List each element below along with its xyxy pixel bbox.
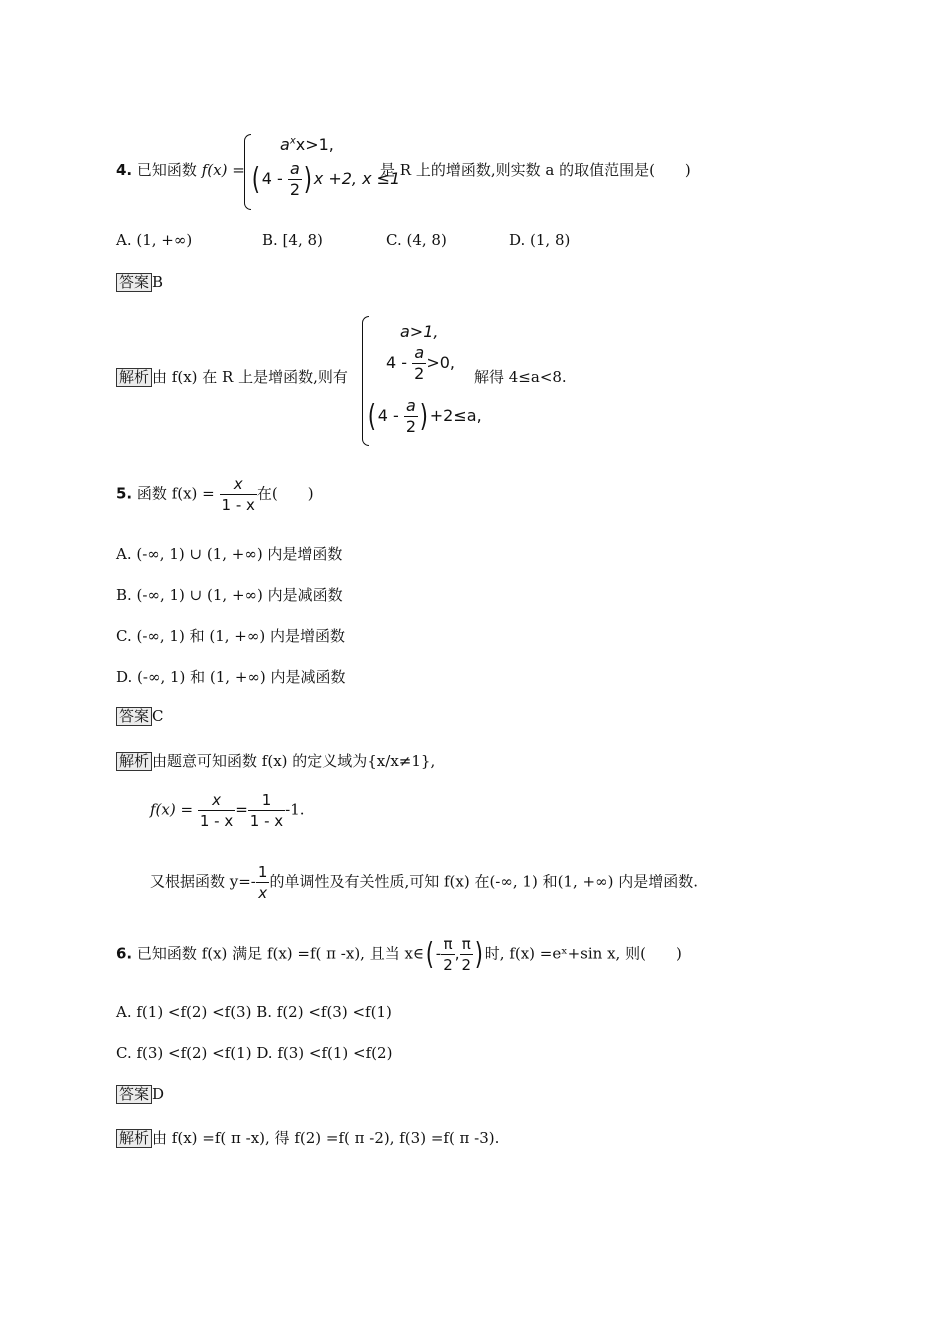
equals-sign: = — [235, 800, 248, 819]
answer-tag: 答案 — [116, 707, 152, 726]
fraction — [412, 343, 426, 384]
analysis-tag: 解析 — [116, 368, 152, 387]
piecewise-case-2 — [250, 159, 400, 200]
question-stem-tail: 是 R 上的增函数,则实数 a 的取值范围是( ) — [380, 161, 691, 179]
fraction-numerator: a — [404, 396, 418, 417]
fraction-denominator: 2 — [461, 956, 472, 974]
equation-tail: -1. — [285, 800, 305, 819]
fraction — [441, 934, 455, 975]
analysis-tag: 解析 — [116, 752, 152, 771]
option-b: B. [4, 8) — [262, 231, 323, 249]
analysis-line — [116, 1127, 499, 1148]
minus-sign: - — [435, 944, 442, 963]
fraction-denominator: 2 — [289, 180, 301, 199]
fraction — [404, 396, 418, 437]
option-c: C. (-∞, 1) 和 (1, +∞) 内是增函数 — [116, 627, 345, 645]
analysis-line — [116, 366, 348, 387]
right-paren: ) — [303, 161, 313, 197]
analysis-text: 由 f(x) =f( π -x), 得 f(2) =f( π -2), f(3) =f( π -3). — [152, 1129, 500, 1147]
left-paren: ( — [251, 161, 260, 197]
fraction-numerator: π — [460, 934, 474, 955]
option-d: D. (-∞, 1) 和 (1, +∞) 内是减函数 — [116, 668, 346, 686]
fraction — [288, 159, 302, 200]
fraction-denominator: 1 - x — [249, 812, 284, 830]
comma: , — [454, 944, 460, 963]
question-stem: 已知函数 f(x) 满足 f(x) =f( π -x), 且当 x∈ — [136, 944, 425, 963]
analysis-conclusion — [150, 862, 698, 903]
fraction-denominator: x — [258, 884, 268, 902]
fraction-numerator: π — [441, 934, 455, 955]
option-b: B. (-∞, 1) ∪ (1, +∞) 内是减函数 — [116, 586, 343, 604]
question-stem-tail: 时, f(x) =eˣ+sin x, 则( ) — [484, 944, 682, 963]
analysis-tag: 解析 — [116, 1129, 152, 1148]
answer-tag: 答案 — [116, 273, 152, 292]
fraction-denominator: 2 — [443, 956, 453, 974]
answer-value: B — [152, 273, 164, 291]
answer-line — [116, 707, 164, 726]
fraction-denominator: 1 - x — [199, 812, 234, 830]
option-a: A. (1, +∞) — [116, 231, 193, 249]
case-exponent: x — [289, 135, 296, 147]
analysis-result: 解得 4≤a<8. — [474, 368, 567, 386]
question-stem-tail: 在( ) — [256, 484, 314, 503]
option-c: C. (4, 8) — [386, 231, 447, 249]
fraction-numerator: 1 — [248, 790, 285, 811]
answer-line — [116, 273, 163, 292]
analysis-equation — [150, 790, 305, 831]
fraction-numerator: x — [220, 474, 257, 495]
fraction — [256, 862, 270, 903]
question-stem: 函数 f(x) = — [136, 484, 215, 503]
fraction-numerator: 1 — [257, 863, 268, 881]
fraction-numerator: a — [412, 343, 426, 364]
condition-text: >0, — [426, 353, 455, 372]
option-a: A. (-∞, 1) ∪ (1, +∞) 内是增函数 — [116, 545, 343, 563]
answer-value: D — [152, 1085, 165, 1103]
fraction-numerator: a — [288, 159, 302, 180]
condition-expression: 4 - — [377, 406, 399, 425]
fraction — [248, 790, 285, 831]
fraction — [198, 790, 235, 831]
analysis-text: 由题意可知函数 f(x) 的定义域为{x/x≠1}, — [152, 752, 436, 770]
condition-2 — [386, 343, 455, 384]
options-row-2: C. f(3) <f(2) <f(1) D. f(3) <f(1) <f(2) — [116, 1044, 393, 1062]
answer-value: C — [152, 707, 164, 725]
question-number: 5. — [116, 484, 133, 503]
piecewise-case-1 — [280, 135, 334, 154]
right-paren: ) — [419, 398, 429, 434]
fraction — [220, 474, 257, 515]
left-paren: ( — [367, 398, 376, 434]
fraction-denominator: 1 - x — [221, 496, 255, 514]
conclusion-text: 又根据函数 y=- — [150, 872, 256, 891]
option-d: D. (1, 8) — [509, 231, 571, 249]
fraction-denominator: 2 — [414, 364, 425, 383]
question-number: 4. — [116, 161, 133, 179]
condition-3 — [366, 396, 482, 437]
options-row-1: A. f(1) <f(2) <f(3) B. f(2) <f(3) <f(1) — [116, 1003, 392, 1021]
condition-1 — [400, 322, 438, 341]
function-label: f(x) = — [201, 161, 245, 179]
analysis-line — [116, 750, 435, 771]
fraction — [460, 934, 474, 975]
answer-line — [116, 1085, 164, 1104]
case-condition: x +2, x ≤1 — [313, 169, 401, 188]
condition-expression: 4 - — [386, 353, 408, 372]
case-base: a — [280, 135, 290, 154]
fraction-numerator: x — [198, 790, 235, 811]
condition-text: +2≤a, — [429, 406, 482, 425]
answer-tag: 答案 — [116, 1085, 152, 1104]
right-paren: ) — [474, 936, 484, 972]
analysis-text: 由 f(x) 在 R 上是增函数,则有 — [152, 368, 348, 386]
question-number: 6. — [116, 944, 133, 963]
question-stem: 已知函数 — [136, 161, 197, 179]
case-expression: 4 - — [261, 169, 283, 188]
left-paren: ( — [425, 936, 435, 972]
condition-text: a>1, — [400, 322, 439, 341]
conclusion-tail: 的单调性及有关性质,可知 f(x) 在(-∞, 1) 和(1, +∞) 内是增函数. — [269, 872, 698, 891]
equation-lhs: f(x) = — [150, 800, 194, 819]
case-condition: x>1, — [295, 135, 334, 154]
fraction-denominator: 2 — [405, 417, 417, 436]
